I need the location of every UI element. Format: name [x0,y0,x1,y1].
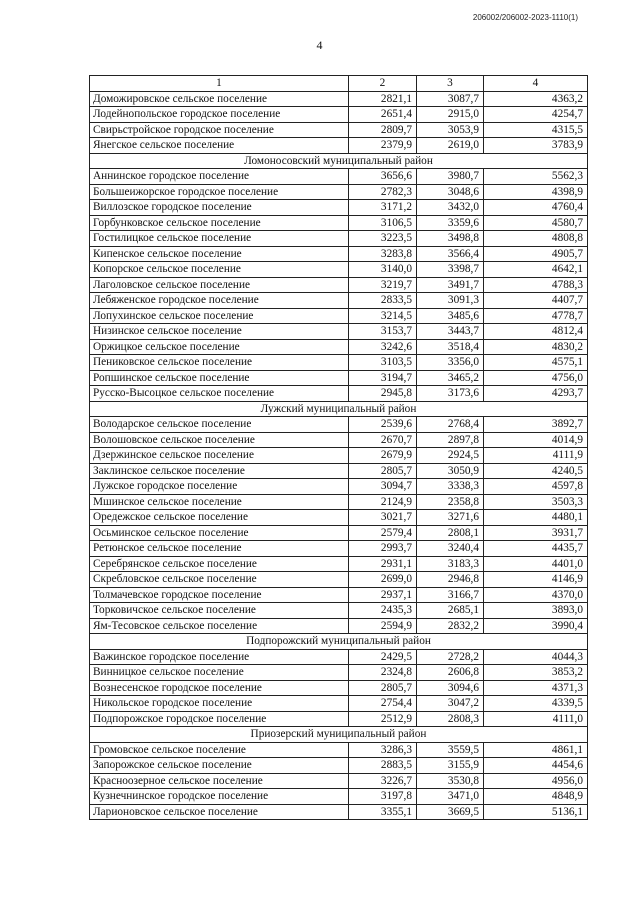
value-col-3: 3155,9 [417,758,484,774]
settlement-name: Вознесенское городское поселение [90,680,349,696]
value-col-3: 2728,2 [417,649,484,665]
value-col-2: 2993,7 [349,541,417,557]
value-col-2: 3223,5 [349,231,417,247]
value-col-4: 3892,7 [484,417,588,433]
value-col-4: 4480,1 [484,510,588,526]
settlement-name: Лодейнопольское городское поселение [90,107,349,123]
value-col-4: 4597,8 [484,479,588,495]
value-col-4: 4778,7 [484,308,588,324]
settlement-name: Осьминское сельское поселение [90,525,349,541]
value-col-4: 4363,2 [484,91,588,107]
value-col-2: 3197,8 [349,789,417,805]
settlement-name: Янегское сельское поселение [90,138,349,154]
settlement-name: Пениковское сельское поселение [90,355,349,371]
value-col-2: 3286,3 [349,742,417,758]
value-col-2: 3140,0 [349,262,417,278]
value-col-2: 3219,7 [349,277,417,293]
settlement-name: Толмачевское городское поселение [90,587,349,603]
value-col-4: 4812,4 [484,324,588,340]
value-col-3: 2606,8 [417,665,484,681]
value-col-3: 3087,7 [417,91,484,107]
value-col-4: 4111,9 [484,448,588,464]
table-row [90,231,588,247]
value-col-2: 2670,7 [349,432,417,448]
settlement-name: Запорожское сельское поселение [90,758,349,774]
value-col-2: 3656,6 [349,169,417,185]
value-col-2: 2539,6 [349,417,417,433]
value-col-3: 3053,9 [417,122,484,138]
value-col-2: 2945,8 [349,386,417,402]
table-row [90,696,588,712]
table-row [90,169,588,185]
value-col-3: 3183,3 [417,556,484,572]
table-row [90,680,588,696]
value-col-4: 4905,7 [484,246,588,262]
value-col-2: 2883,5 [349,758,417,774]
table-row [90,572,588,588]
value-col-2: 3021,7 [349,510,417,526]
table-row [90,618,588,634]
value-col-2: 2379,9 [349,138,417,154]
table-row [90,200,588,216]
table-row [90,556,588,572]
value-col-4: 4848,9 [484,789,588,805]
value-col-4: 4861,1 [484,742,588,758]
value-col-2: 3355,1 [349,804,417,820]
value-col-2: 2699,0 [349,572,417,588]
value-col-2: 2782,3 [349,184,417,200]
settlement-name: Громовское сельское поселение [90,742,349,758]
value-col-2: 2931,1 [349,556,417,572]
settlement-name: Лебяженское городское поселение [90,293,349,309]
value-col-4: 4240,5 [484,463,588,479]
table-row [90,494,588,510]
table-row [90,649,588,665]
value-col-3: 3338,3 [417,479,484,495]
table-header-row [90,76,588,92]
value-col-4: 3853,2 [484,665,588,681]
settlement-name: Гостилицкое сельское поселение [90,231,349,247]
value-col-4: 5136,1 [484,804,588,820]
value-col-2: 2821,1 [349,91,417,107]
settlement-name: Дзержинское сельское поселение [90,448,349,464]
value-col-4: 4580,7 [484,215,588,231]
value-col-4: 4371,3 [484,680,588,696]
value-col-4: 4760,4 [484,200,588,216]
value-col-4: 4293,7 [484,386,588,402]
value-col-3: 3465,2 [417,370,484,386]
settlement-name: Волошовское сельское поселение [90,432,349,448]
settlement-name: Никольское городское поселение [90,696,349,712]
value-col-2: 3103,5 [349,355,417,371]
value-col-4: 4454,6 [484,758,588,774]
settlement-name: Ретюнское сельское поселение [90,541,349,557]
value-col-4: 4435,7 [484,541,588,557]
value-col-3: 3356,0 [417,355,484,371]
value-col-2: 2124,9 [349,494,417,510]
value-col-2: 3106,5 [349,215,417,231]
section-row [90,401,588,417]
table-row [90,262,588,278]
settlement-name: Важинское городское поселение [90,649,349,665]
value-col-3: 3559,5 [417,742,484,758]
settlement-name: Винницкое сельское поселение [90,665,349,681]
value-col-3: 2808,1 [417,525,484,541]
value-col-2: 3094,7 [349,479,417,495]
value-col-2: 2754,4 [349,696,417,712]
value-col-3: 2768,4 [417,417,484,433]
value-col-4: 3931,7 [484,525,588,541]
value-col-3: 3398,7 [417,262,484,278]
value-col-3: 3530,8 [417,773,484,789]
table-row [90,215,588,231]
settlement-name: Оредежское сельское поселение [90,510,349,526]
page-number: 4 [316,38,323,52]
header-cell-1: 1 [90,76,349,92]
settlement-name: Заклинское сельское поселение [90,463,349,479]
settlements-table [89,75,588,820]
table-row [90,587,588,603]
table-row [90,789,588,805]
value-col-3: 2619,0 [417,138,484,154]
settlement-name: Оржицкое сельское поселение [90,339,349,355]
value-col-3: 3498,8 [417,231,484,247]
table-row [90,463,588,479]
settlement-name: Мшинское сельское поселение [90,494,349,510]
table-row [90,339,588,355]
header-cell-2: 2 [349,76,417,92]
value-col-3: 2832,2 [417,618,484,634]
settlement-name: Красноозерное сельское поселение [90,773,349,789]
settlement-name: Ропшинское сельское поселение [90,370,349,386]
settlement-name: Аннинское городское поселение [90,169,349,185]
value-col-4: 4756,0 [484,370,588,386]
settlement-name: Лаголовское сельское поселение [90,277,349,293]
table-row [90,355,588,371]
value-col-3: 3471,0 [417,789,484,805]
settlement-name: Ларионовское сельское поселение [90,804,349,820]
value-col-4: 4315,5 [484,122,588,138]
table-row [90,541,588,557]
settlement-name: Русско-Высоцкое сельское поселение [90,386,349,402]
settlement-name: Подпорожское городское поселение [90,711,349,727]
value-col-2: 2833,5 [349,293,417,309]
value-col-4: 3990,4 [484,618,588,634]
value-col-2: 3214,5 [349,308,417,324]
value-col-3: 2808,3 [417,711,484,727]
value-col-3: 3443,7 [417,324,484,340]
table-row [90,293,588,309]
value-col-3: 3359,6 [417,215,484,231]
table-body [90,76,588,820]
header-cell-4: 4 [484,76,588,92]
table-row [90,804,588,820]
value-col-3: 3491,7 [417,277,484,293]
settlement-name: Кузнечнинское городское поселение [90,789,349,805]
section-title: Лужский муниципальный район [90,401,588,417]
value-col-3: 3173,6 [417,386,484,402]
value-col-3: 2946,8 [417,572,484,588]
value-col-4: 4014,9 [484,432,588,448]
table-row [90,525,588,541]
value-col-2: 2512,9 [349,711,417,727]
value-col-4: 4254,7 [484,107,588,123]
value-col-3: 3050,9 [417,463,484,479]
table-row [90,138,588,154]
value-col-4: 4401,0 [484,556,588,572]
table-row [90,246,588,262]
value-col-2: 2651,4 [349,107,417,123]
value-col-4: 4830,2 [484,339,588,355]
section-row [90,727,588,743]
value-col-2: 3226,7 [349,773,417,789]
value-col-2: 2679,9 [349,448,417,464]
value-col-2: 2809,7 [349,122,417,138]
value-col-3: 3485,6 [417,308,484,324]
table-row [90,370,588,386]
settlement-name: Виллозское городское поселение [90,200,349,216]
value-col-4: 4044,3 [484,649,588,665]
table-row [90,122,588,138]
table-row [90,324,588,340]
table-row [90,711,588,727]
value-col-2: 3153,7 [349,324,417,340]
table-row [90,665,588,681]
section-title: Ломоносовский муниципальный район [90,153,588,169]
table-row [90,432,588,448]
value-col-2: 2579,4 [349,525,417,541]
value-col-3: 3432,0 [417,200,484,216]
value-col-3: 3091,3 [417,293,484,309]
value-col-4: 4370,0 [484,587,588,603]
value-col-4: 4808,8 [484,231,588,247]
value-col-3: 3271,6 [417,510,484,526]
table-row [90,448,588,464]
section-row [90,153,588,169]
value-col-4: 4956,0 [484,773,588,789]
settlement-name: Горбунковское сельское поселение [90,215,349,231]
table-row [90,91,588,107]
value-col-3: 3048,6 [417,184,484,200]
section-title: Подпорожский муниципальный район [90,634,588,650]
settlement-name: Доможировское сельское поселение [90,91,349,107]
value-col-3: 3980,7 [417,169,484,185]
section-title: Приозерский муниципальный район [90,727,588,743]
settlement-name: Серебрянское сельское поселение [90,556,349,572]
value-col-2: 2324,8 [349,665,417,681]
header-cell-3: 3 [417,76,484,92]
value-col-4: 4575,1 [484,355,588,371]
table-row [90,184,588,200]
value-col-4: 4146,9 [484,572,588,588]
document-code: 206002/206002-2023-1110(1) [472,13,578,22]
settlement-name: Скребловское сельское поселение [90,572,349,588]
value-col-3: 2358,8 [417,494,484,510]
value-col-4: 4642,1 [484,262,588,278]
settlement-name: Торковичское сельское поселение [90,603,349,619]
value-col-2: 2805,7 [349,680,417,696]
value-col-4: 3503,3 [484,494,588,510]
value-col-2: 3242,6 [349,339,417,355]
value-col-2: 3171,2 [349,200,417,216]
value-col-3: 3166,7 [417,587,484,603]
value-col-3: 2897,8 [417,432,484,448]
settlement-name: Кипенское сельское поселение [90,246,349,262]
value-col-2: 2594,9 [349,618,417,634]
table-row [90,479,588,495]
value-col-2: 3194,7 [349,370,417,386]
value-col-3: 2924,5 [417,448,484,464]
value-col-3: 2915,0 [417,107,484,123]
value-col-4: 4788,3 [484,277,588,293]
value-col-2: 2435,3 [349,603,417,619]
table-row [90,308,588,324]
value-col-4: 5562,3 [484,169,588,185]
value-col-2: 2429,5 [349,649,417,665]
table-row [90,510,588,526]
value-col-3: 3518,4 [417,339,484,355]
settlement-name: Свирьстройское городское поселение [90,122,349,138]
value-col-3: 3669,5 [417,804,484,820]
value-col-4: 3893,0 [484,603,588,619]
settlement-name: Ям-Тесовское сельское поселение [90,618,349,634]
value-col-2: 2937,1 [349,587,417,603]
value-col-3: 3240,4 [417,541,484,557]
settlement-name: Лопухинское сельское поселение [90,308,349,324]
value-col-2: 2805,7 [349,463,417,479]
settlement-name: Низинское сельское поселение [90,324,349,340]
value-col-4: 4407,7 [484,293,588,309]
table-row [90,417,588,433]
value-col-3: 3094,6 [417,680,484,696]
table-row [90,773,588,789]
value-col-2: 3283,8 [349,246,417,262]
section-row [90,634,588,650]
table-row [90,107,588,123]
table-row [90,277,588,293]
value-col-3: 3566,4 [417,246,484,262]
table-row [90,603,588,619]
settlement-name: Володарское сельское поселение [90,417,349,433]
value-col-4: 4339,5 [484,696,588,712]
settlement-name: Лужское городское поселение [90,479,349,495]
settlement-name: Большеижорское городское поселение [90,184,349,200]
settlement-name: Копорское сельское поселение [90,262,349,278]
table-row [90,386,588,402]
value-col-4: 4398,9 [484,184,588,200]
value-col-4: 3783,9 [484,138,588,154]
value-col-4: 4111,0 [484,711,588,727]
table-row [90,758,588,774]
table-row [90,742,588,758]
value-col-3: 2685,1 [417,603,484,619]
value-col-3: 3047,2 [417,696,484,712]
